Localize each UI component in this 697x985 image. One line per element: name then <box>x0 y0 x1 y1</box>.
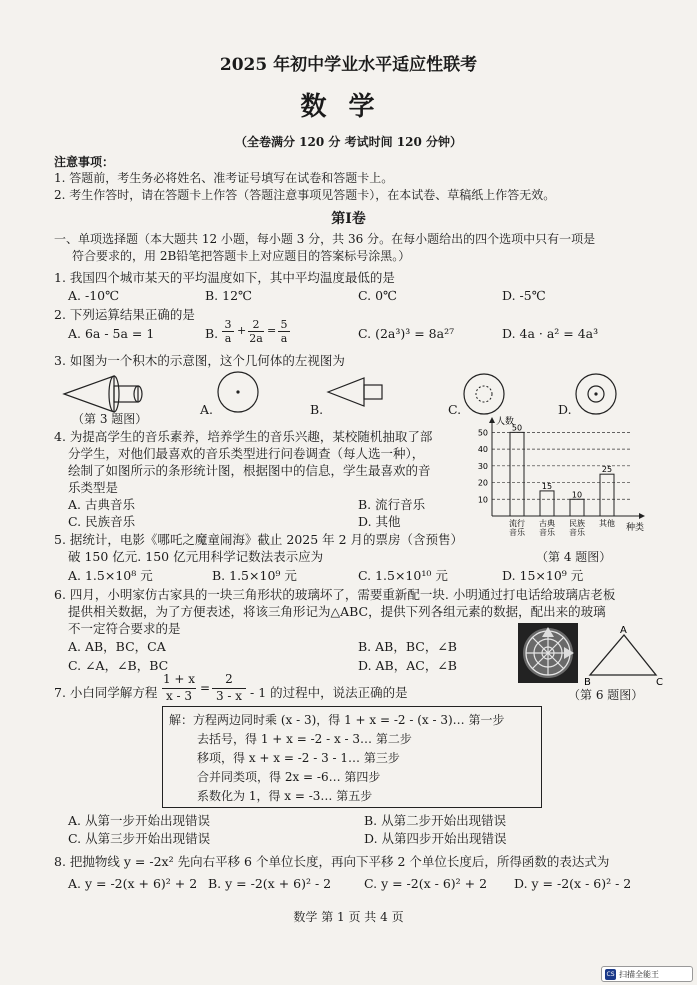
q2-option-c: C. (2a³)³ = 8a²⁷ <box>358 326 455 341</box>
frac-num: 5 <box>280 318 288 331</box>
q1-option-b: B. 12℃ <box>205 288 253 303</box>
q8-option-c: C. y = -2(x - 6)² + 2 <box>364 876 488 891</box>
bar-value-label: 15 <box>541 481 553 491</box>
q6-option-d: D. AB，AC，∠B <box>358 658 457 673</box>
page-footer: 数学 第 1 页 共 4 页 <box>293 910 404 924</box>
vertex-label-b: B <box>584 677 591 685</box>
q2-option-b-prefix: B. <box>205 326 219 341</box>
frac-den: 3 - x <box>212 688 246 703</box>
q5-option-c: C. 1.5×10¹⁰ 元 <box>358 568 448 583</box>
frac-den: 2a <box>249 332 263 345</box>
bar <box>570 499 584 516</box>
q6-glass-photo <box>518 623 578 683</box>
part-instructions-2: 符合要求的，用 2B铅笔把答题卡上对应题目的答案标号涂黑。） <box>72 249 411 263</box>
q5-stem-line-1: 5. 据统计，电影《哪吒之魔童闹海》截止 2025 年 2 月的票房（含预售） <box>54 532 464 547</box>
solution-step-3: 移项，得 x + x = -2 - 3 - 1… 第三步 <box>197 751 400 765</box>
frac-num: 2 <box>252 318 260 331</box>
q3-caption: （第 3 题图） <box>72 412 148 426</box>
q4-stem-line-1: 4. 为提高学生的音乐素养，培养学生的音乐兴趣，某校随机抽取了部 <box>54 429 433 444</box>
x-tick-label: 音乐 <box>539 528 555 537</box>
y-tick-label: 20 <box>477 478 488 488</box>
y-tick-label: 50 <box>477 428 488 438</box>
q7-option-b: B. 从第二步开始出现错误 <box>364 813 507 828</box>
vertex-label-a: A <box>620 625 627 636</box>
q6-caption: （第 6 题图） <box>568 688 644 702</box>
y-axis-label: 人数 <box>496 417 515 427</box>
solution-step-1: 解：方程两边同时乘 (x - 3)，得 1 + x = -2 - (x - 3)… 第一步 <box>169 713 505 727</box>
q4-option-b: B. 流行音乐 <box>358 497 426 512</box>
bar <box>540 491 554 516</box>
q3-option-b-figure <box>326 376 386 412</box>
q4-stem-line-3: 绘制了如图所示的条形统计图，根据图中的信息，学生最喜欢的音 <box>68 463 431 478</box>
q7-option-c: C. 从第三步开始出现错误 <box>68 831 211 846</box>
q4-caption: （第 4 题图） <box>536 550 612 564</box>
q7-option-d: D. 从第四步开始出现错误 <box>364 831 507 846</box>
q3-option-c-figure <box>462 372 506 416</box>
scanner-badge <box>601 966 693 982</box>
x-axis-arrow <box>639 513 645 519</box>
q3-option-a: A. <box>200 402 214 417</box>
q7-suffix: - 1 的过程中，说法正确的是 <box>250 685 408 700</box>
solution-step-2: 去括号，得 1 + x = -2 - x - 3… 第二步 <box>197 732 412 746</box>
x-tick-label: 音乐 <box>569 528 585 537</box>
bar-value-label: 10 <box>571 490 583 500</box>
equals-sign: = <box>200 681 211 695</box>
solution-step-4: 合并同类项，得 2x = -6… 第四步 <box>197 770 381 784</box>
q6-option-a: A. AB，BC，CA <box>68 639 166 654</box>
subject-title: 数学 <box>300 92 397 122</box>
solution-step-5: 系数化为 1，得 x = -3… 第五步 <box>197 789 373 803</box>
y-tick-label: 30 <box>477 461 488 471</box>
frac-num: 1 + x <box>162 672 196 686</box>
q2-option-a: A. 6a - 5a = 1 <box>68 326 155 341</box>
q6-triangle-figure <box>584 623 664 685</box>
x-axis-label: 种类 <box>626 523 645 533</box>
vertex-label-c: C <box>656 677 663 685</box>
frac-den: x - 3 <box>162 688 196 703</box>
notice-item-1: 1. 答题前，考生务必将姓名、准考证号填写在试卷和答题卡上。 <box>54 171 394 185</box>
q1-option-d: D. -5℃ <box>502 288 546 303</box>
q6-option-b: B. AB，BC，∠B <box>358 639 457 654</box>
q5-option-d: D. 15×10⁹ 元 <box>502 568 584 583</box>
q6-option-c: C. ∠A，∠B，BC <box>68 658 169 673</box>
x-tick-label: 古典 <box>539 519 555 528</box>
bar <box>510 432 524 516</box>
bar-value-label: 50 <box>511 423 523 433</box>
x-tick-label: 其他 <box>599 519 615 528</box>
q2-stem: 2. 下列运算结果正确的是 <box>54 307 195 322</box>
q5-option-b: B. 1.5×10⁹ 元 <box>212 568 297 583</box>
y-tick-label: 40 <box>477 445 488 455</box>
q3-option-d: D. <box>558 402 572 417</box>
q6-stem-line-3: 不一定符合要求的是 <box>68 621 181 636</box>
scanner-badge-text: 扫描全能王 <box>619 969 659 979</box>
y-axis-arrow <box>489 417 495 423</box>
q1-stem: 1. 我国四个城市某天的平均温度如下，其中平均温度最低的是 <box>54 270 395 285</box>
q8-option-a: A. y = -2(x + 6)² + 2 <box>68 876 198 891</box>
q1-option-c: C. 0℃ <box>358 288 398 303</box>
q4-bar-chart <box>466 414 656 548</box>
q3-option-a-figure <box>216 370 260 414</box>
q4-stem-line-2: 分学生，对他们最喜欢的音乐类型进行问卷调查（每人选一种）， <box>68 446 425 461</box>
q5-stem-line-2: 破 150 亿元. 150 亿元用科学记数法表示应为 <box>68 549 324 564</box>
exam-meta: （全卷满分 120 分 考试时间 120 分钟） <box>235 135 462 149</box>
q3-option-d-figure <box>574 372 618 416</box>
x-tick-label: 音乐 <box>509 528 525 537</box>
q7-solution-box <box>162 706 542 808</box>
q4-option-c: C. 民族音乐 <box>68 514 136 529</box>
q2-option-d: D. 4a · a² = 4a³ <box>502 326 599 341</box>
notice-item-2: 2. 考生作答时，请在答题卡上作答（答题注意事项见答题卡），在本试卷、草稿纸上作答无效。 <box>54 188 556 202</box>
section-title: 第Ⅰ卷 <box>331 211 366 227</box>
q3-option-b: B. <box>310 402 324 417</box>
q6-stem-line-1: 6. 四月，小明家仿古家具的一块三角形状的玻璃坏了，需要重新配一块. 小明通过打电话给玻璃店老板 <box>54 587 616 602</box>
y-tick-label: 10 <box>477 495 488 505</box>
q7-option-a: A. 从第一步开始出现错误 <box>68 813 210 828</box>
q4-stem-line-4: 乐类型是 <box>68 480 119 495</box>
x-tick-label: 流行 <box>509 519 525 528</box>
scanner-logo-icon: CS <box>606 970 615 978</box>
q3-stem: 3. 如图为一个积木的示意图，这个几何体的左视图为 <box>54 353 345 368</box>
frac-den: a <box>222 331 234 345</box>
q3-option-c: C. <box>448 402 462 417</box>
x-tick-label: 民族 <box>569 519 585 528</box>
q8-option-d: D. y = -2(x - 6)² - 2 <box>514 876 632 891</box>
q4-option-a: A. 古典音乐 <box>68 497 135 512</box>
exam-page: 2025 年初中学业水平适应性联考 数学 （全卷满分 120 分 考试时间 120 分钟） 注意事项： 1. 答题前，考生务必将姓名、准考证号填写在试卷和答题卡上。 2. 考生作答时，请在答题卡上作答（答题注意事项见答题卡），在本试卷、草稿纸上作答无效。 第Ⅰ卷 一、单项选择题（本大题共 12 小题，每小题 3 分，共 36 分。在每小题给出的四个选项中只有一项是 符合要求的，用 2B铅笔把答题卡上对应题目的答案标号涂黑。） 1. 我国四个城市某天的平均温度如下，其中平均温度最低的是 A. -10℃ B. 12℃ C. 0℃ D. -5℃ 2. 下列运算结果正确的是 A. 6a - 5a = 1 B. 3 a + 2 2a = 5 a C. (2a³)³ = 8a²⁷ D. 4a · a² = 4a³ 3. 如图为一个积木的示意图，这个几何体的左视图为 （第 3 题图） A. B. C. D. 4. 为提高学生的音乐素养，培养学生的音乐兴趣，某校随机抽取了部 分学生，对他们最喜欢的音乐类型进行问卷调查（每人选一种）， 绘制了如图所示的条形统计图，根据图中的信息，学生最喜欢的音 乐类型是 A. 古典音乐 B. 流行音乐 C. 民族音乐 D. 其他 10 20 30 40 50 人数 种类 50 流行 音乐 15 古典 音乐 10 民族 音乐 25 其他 （第 4 题图） 5. 据统计，电影《哪吒之魔童闹海》截止 2025 年 2 月的票房（含预售） 破 150 亿元. 150 亿元用科学记数法表示应为 A. 1.5×10⁸ 元 B. 1.5×10⁹ 元 C. 1.5×10¹⁰ 元 D. 15×10⁹ 元 6. 四月，小明家仿古家具的一块三角形状的玻璃坏了，需要重新配一块. 小明通过打电话给玻璃店老板 提供相关数据，为了方便表述，将该三角形记为△ABC，提供下列各组元素的数据，配出来的玻璃 不一定符合要求的是 A. AB，BC，CA B. AB，BC，∠B C. ∠A，∠B，BC D. AB，AC，∠B A B C （第 6 题图） 7. 小白同学解方程 1 + x x - 3 = 2 3 - x - 1 的过程中，说法正确的是 解：方程两边同时乘 (x - 3)，得 1 + x = -2 - (x - 3)… 第一步 去括号，得 1 + x = -2 - x - 3… 第二步 移项，得 x + x = -2 - 3 - 1… 第三步 合并同类项，得 2x = -6… 第四步 系数化为 1，得 x = -3… 第五步 A. 从第一步开始出现错误 B. 从第二步开始出现错误 C. 从第三步开始出现错误 D. 从第四步开始出现错误 8. 把抛物线 y = -2x² 先向右平移 6 个单位长度，再向下平移 2 个单位长度后，所得函数的表达式为 A. y = -2(x + 6)² + 2 B. y = -2(x + 6)² - 2 C. y = -2(x - 6)² + 2 D. y = -2(x - 6)² - 2 数学 第 1 页 共 4 页 CS 扫描全能王 <box>0 0 697 985</box>
frac-num: 3 <box>224 318 232 331</box>
bar-value-label: 25 <box>601 465 613 475</box>
q7-prefix: 7. 小白同学解方程 <box>54 685 158 700</box>
bar <box>600 474 614 516</box>
part-instructions-1: 一、单项选择题（本大题共 12 小题，每小题 3 分，共 36 分。在每小题给出的四个选项中只有一项是 <box>54 232 596 246</box>
frac-num: 2 <box>225 672 233 686</box>
q6-stem-line-2: 提供相关数据，为了方便表述，将该三角形记为△ABC，提供下列各组元素的数据，配出来的玻璃 <box>68 604 606 619</box>
q8-option-b: B. y = -2(x + 6)² - 2 <box>208 876 332 891</box>
exam-title: 2025 年初中学业水平适应性联考 <box>219 55 478 75</box>
q5-option-a: A. 1.5×10⁸ 元 <box>68 568 153 583</box>
q4-option-d: D. 其他 <box>358 514 401 529</box>
frac-den: a <box>278 331 290 345</box>
q1-option-a: A. -10℃ <box>68 288 120 303</box>
notice-heading: 注意事项： <box>54 155 115 169</box>
q8-stem: 8. 把抛物线 y = -2x² 先向右平移 6 个单位长度，再向下平移 2 个单位长度后，所得函数的表达式为 <box>54 854 610 869</box>
